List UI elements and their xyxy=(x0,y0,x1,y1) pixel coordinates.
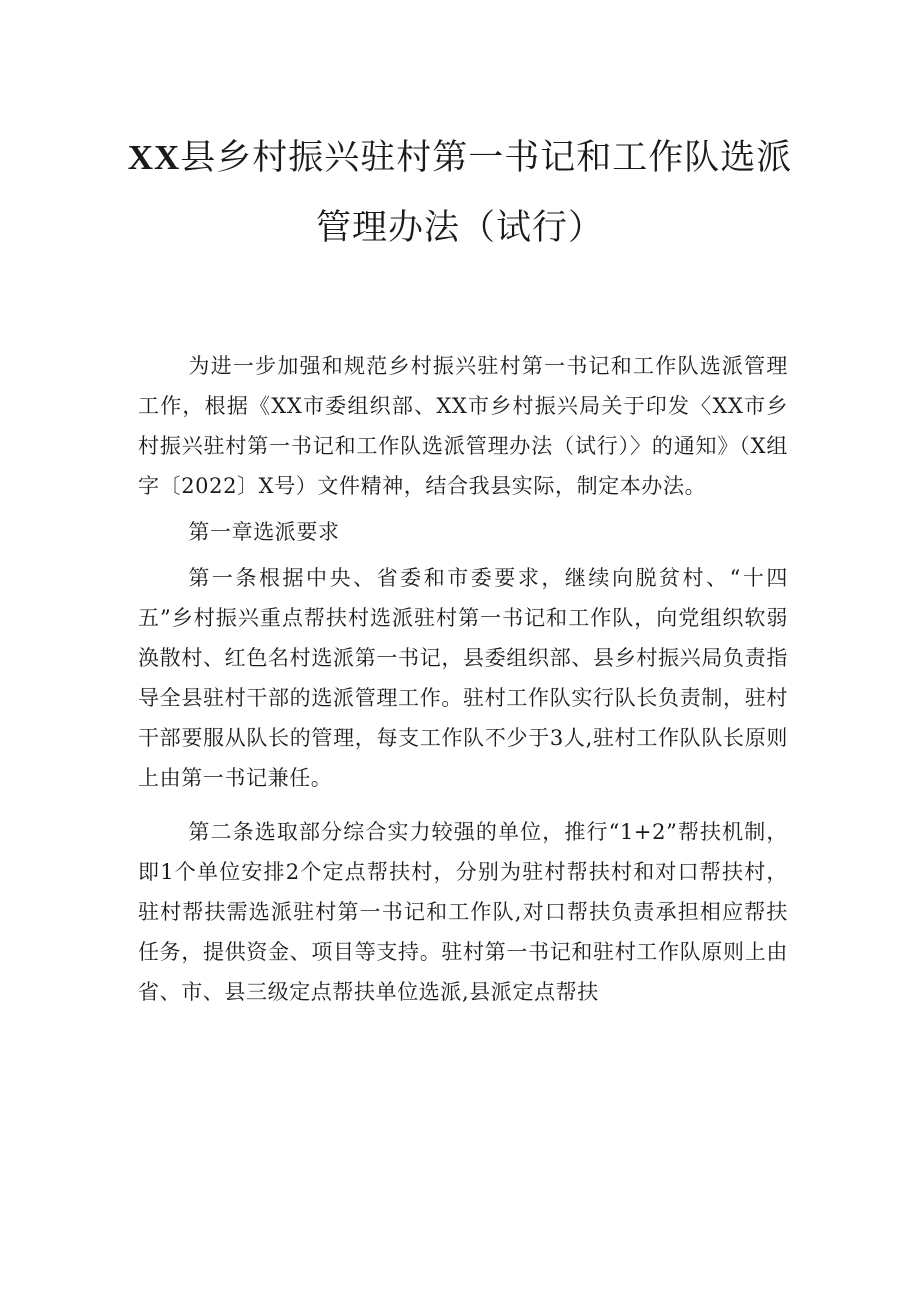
article-1-paragraph: 第一条根据中央、省委和市委要求，继续向脱贫村、“十四五”乡村振兴重点帮扶村选派驻村第一书记和工作队，向党组织软弱涣散村、红色名村选派第一书记，县委组织部、县乡村振兴局负责指导全县驻村干部的选派管理工作。驻村工作队实行队长负责制，驻村干部要服从队长的管理，每支工作队不少于3人,驻村工作队队长原则上由第一书记兼任。 xyxy=(138,566,788,790)
title-prefix: XX xyxy=(127,138,181,177)
article-2-paragraph: 第二条选取部分综合实力较强的单位，推行“1+2”帮扶机制，即1个单位安排2个定点帮扶村，分别为驻村帮扶村和对口帮扶村，驻村帮扶需选派驻村第一书记和工作队,对口帮扶负责承担相应帮扶任务，提供资金、项目等支持。驻村第一书记和驻村工作队原则上由省、市、县三级定点帮扶单位选派,县派定点帮扶 xyxy=(138,820,788,1004)
chapter-heading: 第一章选派要求 xyxy=(188,520,340,544)
document-title xyxy=(0,132,920,254)
title-line-1 xyxy=(0,132,920,184)
intro-paragraph: 为进一步加强和规范乡村振兴驻村第一书记和工作队选派管理工作，根据《XX市委组织部、XX市乡村振兴局关于印发〈XX市乡村振兴驻村第一书记和工作队选派管理办法（试行）〉的通知》（X组字〔2022〕X号）文件精神，结合我县实际，制定本办法。 xyxy=(138,354,788,498)
title-line-1-text: 县乡村振兴驻村第一书记和工作队选派 xyxy=(180,138,793,178)
title-line-2: 管理办法（试行） xyxy=(315,208,604,248)
document-body xyxy=(138,346,788,1012)
